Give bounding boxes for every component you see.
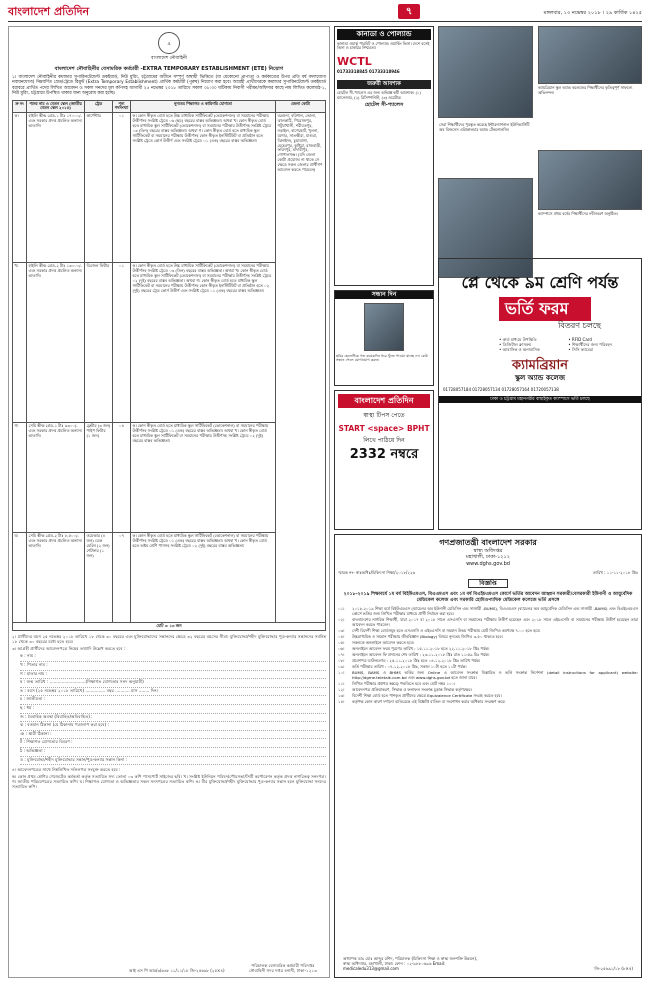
govt-signatory: অধ্যাপক ডাঃ মোঃ আব্দুর রশিদ, পরিচালক (চিকিৎসা শিক্ষা ও স্বাস্থ্য জনশক্তি উন্নয়ন), স্বাস্থ্য অধিদপ্তর, মহাখালী, ঢাকা। ফোন : ০২-৯৮৮০৬৯৬ Email: medicaledu313@gmail.com: [343, 956, 478, 971]
feature-item: • শিক্ষার্থীদের জন্য পরিবহন: [568, 342, 612, 347]
list-item: [338, 671, 638, 681]
newspaper-logo: বাংলাদেশ প্রতিদিন: [8, 5, 90, 18]
health-tips-line1: স্বাস্থ্য টিপস পেতে: [363, 412, 405, 419]
govt-date: তারিখ : ১১-১১-২০১৮ খ্রিঃ: [592, 569, 638, 575]
cell-trade: ডিজেল ফিটার: [85, 263, 113, 423]
news-caption-b: সেরা শিক্ষার্থীদের পুরস্কৃত করেছে ইন্টারন্যাশনাল ইউনিভার্সিটি অব বিজনেস এগ্রিকালচার অ্যান্ড টেকনোলজি।: [439, 122, 530, 132]
missing-text: ছবির ছেলেটিকে গত কয়েকদিন ধরে খুঁজে পাওয়া যাচ্ছে না। কেউ সন্ধান পেলে যোগাযোগ করুন।: [336, 353, 428, 362]
list-item: ঠ : অভিজ্ঞতা :: [20, 748, 326, 757]
item-text: দেশী বিদেশী শিক্ষা বোর্ডসমূহ হতে এসএসসি ও এইচএসসি বা সমমান উভয় পরীক্ষায় মোট জিপিএ কমপক্ষে ৭.০০ হতে হবে।: [352, 627, 541, 633]
list-item: ছ : ধর্ম :: [20, 705, 326, 714]
item-text: BUMS, BAMS ও BHMS ভর্তির জন্য Online এ আবেদন সংক্রান্ত বিস্তারিত ও ভর্তি সংক্রান্ত নির্দেশনা (detail instructions for applicant) website: http://dgme.teletalk.com.bd এবং www.dghs.gov.bd হতে জানা যাবে।: [352, 670, 638, 680]
list-item: জ : বৈবাহিক অবস্থা (বিবাহিত/অবিবাহিত) :: [20, 714, 326, 723]
item-number: ১০।: [338, 670, 345, 676]
canada-header: কানাডা ও পোল্যান্ড: [337, 29, 431, 40]
item-number: ১৩।: [338, 693, 345, 699]
masthead: [8, 4, 642, 22]
seal-label: বাংলাদেশ নৌবাহিনী: [151, 56, 187, 61]
item-number: ১৪।: [338, 699, 345, 705]
item-number: ০৩।: [338, 627, 345, 633]
item-number: ০৯।: [338, 663, 345, 669]
item-number: ১১।: [338, 680, 345, 686]
cell-trade: ওয়েল্ডার (৪ জন) ডেক মেরিন (২ জন) শেটফার (১ জন): [85, 533, 113, 623]
cell-vacancy: ০৭: [113, 533, 131, 623]
notice-title: বিজ্ঞপ্তি: [468, 579, 508, 589]
th-quota: জেলা কোটা: [276, 100, 326, 113]
list-item: ড : মুক্তিযোদ্ধা/শহীদ মুক্তিযোদ্ধার সন্তান/পুত্র-কন্যার সন্তান কিনা :: [20, 757, 326, 766]
dghs-notice: [334, 534, 642, 978]
item-number: ০৪।: [338, 633, 345, 639]
list-item: ঝ : বর্তমান ঠিকানা (যে ঠিকানায় পত্রালাপ করা হবে) :: [20, 722, 326, 731]
cambrian-ad: [438, 258, 642, 530]
cell-serial: খ।: [13, 263, 27, 423]
cambrian-headline: প্লে থেকে ৯ম শ্রেণি পর্যন্ত: [461, 273, 619, 292]
cell-post: সেমি স্কীল্ড গ্রেড-১ টাঃ ৯৩০০/- এবং সরকার প্রদত্ত প্রচলিত অন্যান্য ভাতাদি।: [27, 423, 85, 533]
list-item: খ : পিতার নাম :: [20, 662, 326, 671]
vacancy-table: [12, 100, 326, 632]
cambrian-distribution: বিতরণ চলছে: [558, 321, 601, 330]
cell-serial: ক।: [13, 113, 27, 263]
item-number: ০৭।: [338, 651, 345, 657]
feature-item: • সিসি ক্যামেরা: [568, 347, 594, 352]
item-number: ০৫।: [338, 639, 345, 645]
list-item: [338, 629, 638, 634]
para-documents-items: ক। কোন প্রথম শ্রেণির গেজেটেড কর্মকর্তা কর্তৃক সত্যায়িত সদ্য তোলা ০৩ কপি পাসপোর্ট সাইজের ছবি। খ। সংশ্লিষ্ট ইউনিয়ন পরিষদ/পৌরসভা/সিটি কর্পোরেশন কর্তৃক প্রদত্ত নাগরিকত্ব সনদপত্র। গ। জাতীয় পরিচয়পত্রের সত্যায়িত কপি। ঘ। শিক্ষাগত যোগ্যতা ও অভিজ্ঞতার সকল সনদপত্রের সত্যায়িত কপি। ঙ। বীর মুক্তিযোদ্ধা/শহীদ মুক্তিযোদ্ধার পুত্র-কন্যার সন্তান হলে মুক্তিযোদ্ধা সনদের সত্যায়িত কপি।: [12, 773, 326, 790]
news-caption-d: ক্যামব্রিয়ান স্কুল অ্যান্ড কলেজের শিক্ষার্থীদের কৃতিত্বপূর্ণ সাফল্যে অভিনন্দন।: [538, 85, 633, 95]
th-trade: ট্রেড: [85, 100, 113, 113]
item-number: ১২।: [338, 687, 345, 693]
canada-ad: [334, 26, 434, 286]
item-number: ০৬।: [338, 645, 345, 651]
list-item: [338, 647, 638, 652]
govt-title: গণপ্রজাতন্ত্রী বাংলাদেশ সরকার: [439, 538, 537, 547]
signatory: পরিচালক বেসামরিক কর্মচারী পরিদপ্তর নৌবাহিনী সদর দপ্তর বনানী, ঢাকা-১২১৩: [249, 962, 317, 973]
item-number: ০৮।: [338, 657, 345, 663]
missing-person-photo: [364, 303, 404, 351]
th-post: পদের নাম ও বেতন স্কেল (জাতীয় বেতন স্কেল ২০১৫): [27, 100, 85, 113]
feature-item: • আবাসিক ও অনাবাসিক: [499, 347, 540, 352]
govt-ad-ref: জি-২৫৬৯১/১৮ (৮×৫): [594, 966, 633, 971]
urgent-hotel: হোটেল সী-প্যালেস: [364, 102, 404, 109]
cell-post: হাইলি স্কীল্ড গ্রেড-১ টাঃ ১৭০০০/- এবং সরকার প্রদত্ত প্রচলিত অন্যান্য ভাতাদি।: [27, 113, 85, 263]
urgent-header: জরুরী আবশ্যক: [337, 80, 431, 89]
page-number: ৭: [398, 4, 420, 19]
ad-reference: আই এস পি আর/৩/৬৩৮ ১১/১১/১৮ জি-২৫৬৯৮ (২৫×৪): [129, 968, 225, 973]
cell-vacancy: ০১: [113, 113, 131, 263]
th-serial: ক্র নং: [13, 100, 27, 113]
cambrian-admission: ভর্তি ফরম: [499, 297, 591, 321]
table-row: [13, 113, 326, 263]
cambrian-sub: স্কুল অ্যান্ড কলেজ: [514, 374, 566, 383]
right-column: [334, 26, 642, 978]
feature-item: • ডিজিটাল ক্লাসরুম: [499, 342, 532, 347]
item-number: ০২।: [338, 616, 345, 622]
item-text: বিদেশী শিক্ষা বোর্ড হতে পাশকৃত প্রার্থীদের ক্ষেত্রে Equivalence Certificate সংগ্রহ করতে হবে।: [352, 693, 502, 699]
item-text: সকলকে অনলাইনে আবেদন করতে হবে।: [352, 639, 415, 645]
item-text: উচ্চমাধ্যমিক ও সমমান পরীক্ষায় জীববিজ্ঞান (Biology) বিষয়ে নূন্যতম জিপিএ ৩.৫০ থাকতে হবে।: [352, 633, 503, 639]
cell-quota: বরগুনা, বরিশাল, ভোলা, ঝালকাঠি, পিরোজপুর, পটুয়াখালী, শরীয়তপুর, নড়াইল, বাগেরহাট, খুলনা, যশোর, সাতক্ষীরা, মাগুরা, ঝিনাইদহ, চুয়াডাঙ্গা, মেহেরপুর, কুষ্টিয়া, রাজবাড়ী, ফরিদপুর, মাদারীপুর, গোপালগঞ্জ। (যদি জেলা কোটা প্রযোজ্য না থাকে সে ক্ষেত্রে সকল জেলার প্রার্থীগণ আবেদন করতে পারবেন): [276, 113, 326, 623]
cell-qualification: ক। কোন স্বীকৃত বোর্ড হতে মাধ্যমিক স্কুল সার্টিফিকেট (ভোকেশনাল) বা সমমানের পরীক্ষায় উত্তীর্ণসহ সংশ্লিষ্ট ট্রেডে ০১ (এক) বছরের বাস্তব অভিজ্ঞতা। অথবা খ। কোন স্বীকৃত বোর্ড হতে মাধ্যমিক স্কুল সার্টিফিকেট বা সমমানের পরীক্ষায় উত্তীর্ণসহ সংশ্লিষ্ট ট্রেডে ০২ (দুই) বছরের বাস্তব অভিজ্ঞতা।: [131, 423, 276, 533]
item-text: বাংলাদেশের নাগরিক শিক্ষার্থী, যারা ২০১৭ বা ২০১৮ সালে এসএসসি বা সমমানের পরীক্ষায় উত্তীর্ণ হয়েছেন এবং ২০১৮ সালে এইচএসসি বা সমমানের পরীক্ষায় উত্তীর্ণ হয়েছেন তারা আবেদন করতে পারবেন।: [352, 616, 638, 627]
navy-seal-icon: ⚓: [158, 32, 180, 54]
feature-item: • কার্ড মাধ্যমে উপস্থিতি: [499, 337, 537, 342]
list-item: ক : নাম :: [20, 653, 326, 662]
item-text: আবেদনপত্র প্রক্রিয়াকরণ, সিদ্ধান্ত ও ফলাফল সংক্রান্ত চূড়ান্ত সিদ্ধান্ত কর্তৃপক্ষের।: [352, 687, 472, 693]
navy-recruitment-ad: [8, 26, 330, 978]
list-item: চ : জাতীয়তা :: [20, 696, 326, 705]
th-qualification: নূন্যতম শিক্ষাগত ও কারিগরি যোগ্যতা: [131, 100, 276, 113]
list-item: ঞ : স্থায়ী ঠিকানা :: [20, 731, 326, 740]
cambrian-name: ক্যামব্রিয়ান: [511, 358, 568, 373]
health-tips-number: 2332 নম্বরে: [349, 447, 419, 463]
health-tips-line3: লিখে পাঠিয়ে দিন: [363, 436, 405, 444]
canada-body: কানাডা ওয়ার্ক পারমিট ও পোল্যান্ড ওয়ার্কিং ভিসা। দেশে বসেই ভিসা ও চাকরির নিশ্চয়তা।: [337, 40, 430, 51]
instructions: [12, 634, 326, 789]
item-number: ০১।: [338, 605, 345, 611]
list-item: গ : মাতার নাম :: [20, 671, 326, 680]
pratidin-logo: বাংলাদেশ প্রতিদিন: [338, 394, 430, 408]
list-item: [338, 618, 638, 628]
list-item: [338, 607, 638, 617]
cell-trade: কার্পেন্টার: [85, 113, 113, 263]
list-item: ঙ : বয়স (২৫ নভেম্বর ২০১৮ তারিখে) ............... বছর ........... মাস ........ দিন।: [20, 688, 326, 697]
para-age: ২। প্রার্থীদের বয়স ২৫ নভেম্বর ২০১৮ তারিখে ১৮ থেকে ৩০ বছরের এবং মুক্তিযোদ্ধাদের সন্তানদের ক্ষেত্রে ৩২ বছরের বয়সের সীমা। মুক্তিযোদ্ধা/শহীদ মুক্তিযোদ্ধার পুত্র-কন্যার সন্তানদের সর্বনিম্ন ১৮ থেকে ৩০ বছরের মধ্যে হতে হবে।: [12, 634, 326, 645]
cell-serial: গ।: [13, 423, 27, 533]
list-item: [338, 635, 638, 640]
item-text: প্রবেশপত্র ডাউনলোড : ২৫-১১-২০১৮ খ্রিঃ হতে ০৪-১২-২০১৮ খ্রিঃ তারিখ পর্যন্ত।: [352, 657, 481, 663]
item-text: অনলাইনে আবেদন ফরম পূরণের তারিখ : ১৫-১১-২০১৮ হতে ২২-১১-২০১৮ খ্রিঃ পর্যন্ত।: [352, 645, 490, 651]
missing-person-ad: [334, 290, 434, 386]
ad-title: বাংলাদেশ নৌবাহিনীর বেসামরিক কর্মচারী -EXTRA TEMPORARY ESTABLISHMENT (ETE) নিয়োগ: [54, 65, 284, 72]
missing-header: সন্ধান দিন: [335, 291, 433, 299]
cell-serial: ঘ।: [13, 533, 27, 623]
cell-post: হাইলি স্কীল্ড গ্রেড-২ টাঃ ১৩০০০/- এবং সরকার প্রদত্ত প্রচলিত অন্যান্য ভাতাদি।: [27, 263, 85, 423]
urgent-body: হোটেল সী-প্যালেস এর জন্য অভিজ্ঞ কর্মী আবশ্যক। (১) ম্যানেজার, (২) রিসিপশনিস্ট, (৩) ওয়েটার।: [337, 89, 421, 100]
ad-intro: ১। বাংলাদেশ নৌবাহিনীর কমান্ডার সুপারিনটেন্ডেন্ট ডকইয়ার্ড, নিউ মুরিং, চট্টগ্রামের অধীনে সম্পূর্ণ অস্থায়ী ভিত্তিতে (যা যেকোনো প্রাপ্যতা ও কর্মকাণ্ডের উপর প্রতি বর্ষ বদলযোগ্য নবায়নযোগ্য) নিম্নবর্ণিত গ্রেড/ট্রেডে রিক্রুট (Extra Temporary Establishment) প্রার্থিক কর্মচারী (পুরুষ) নিয়োগ করা হবে। আগ্রহী প্রার্থীদেরকে কমান্ডার সুপারিনটেন্ডেন্ট ডকইয়ার্ড বরাবরে প্রার্থিত পদের লিখিত আবেদন ও সকল সনদের মূল কপিসহ আগামী ২৫ নভেম্বর ২০১৮ তারিখে সকাল ০৮:৩০ ঘটিকায় নিবাসী পরীক্ষা/অফিসার কাছে নাম লিখিত কলেমাঠ-১, নিউ মুরিং, চট্টগ্রামে উপস্থিত থাকার জন্য অনুরোধ করা হচ্ছে।: [12, 75, 326, 97]
list-item: [338, 700, 638, 705]
govt-ref: স্মারক নং- স্বাঃঅধিঃ/চিকিৎসা শিক্ষা/২০১৮/২২৬: [338, 569, 416, 575]
th-vacancy: শূন্য পদসংখ্যা: [113, 100, 131, 113]
cell-trade: ফ্লেটার (৩ জন) পাইপ ফিটার (১ জন): [85, 423, 113, 533]
cell-qualification: ক। কোন স্বীকৃত বোর্ড হতে মাধ্যমিক স্কুল সার্টিফিকেট (ভোকেশনাল) বা সমমানের পরীক্ষায় উত্তীর্ণসহ সংশ্লিষ্ট ট্রেডে ০১ (এক) বছরের বাস্তব অভিজ্ঞতা। অথবা খ। কোন স্বীকৃত বোর্ড হতে অষ্টম শ্রেণি পাসসহ সংশ্লিষ্ট ট্রেডে ০২ (দুই) বছরের বাস্তব অভিজ্ঞতা।: [131, 533, 276, 623]
feature-item: • RFID Card: [568, 337, 592, 342]
item-text: কর্তৃপক্ষ কোন কারণ দর্শানো ব্যতিরেকে এই বিজ্ঞপ্তি বাতিল বা সংশোধন করার অধিকার সংরক্ষণ করে।: [352, 699, 506, 705]
item-text: লিখিত পরীক্ষার প্রশ্নপত্র MCQ পদ্ধতিতে হবে এবং মোট নম্বর ১০০।: [352, 680, 456, 686]
cambrian-features: [499, 337, 637, 352]
item-text: অনলাইনে আবেদন ফি প্রদানের শেষ তারিখ : ২৩-১১-২০১৮ খ্রিঃ রাত ১১:৫৯ মিঃ পর্যন্ত।: [352, 651, 490, 657]
notice-lead: ২০১৮-২০১৯ শিক্ষাবর্ষে ১ম বর্ষ বিইউএমএস, বিএএমএস এবং ১ম বর্ষ বিএইচএমএস কোর্সে ভর্তির আবেদন আহ্বান সরকারী/বেসরকারী ইউনানী ও আয়ুর্বেদিক মেডিকেল কলেজ এবং সরকারি হোমিওপ্যাথিক মেডিকেল কলেজে ভর্তি প্রসঙ্গে: [343, 592, 633, 603]
news-photo-d: [538, 26, 642, 84]
item-text: ২০১৮-২০১৯ শিক্ষা বর্ষে বিইউএমএস (ব্যাচেলর অব ইউনানী মেডিসিন এন্ড সার্জারী -BUMS), বিএএমএস (ব্যাচেলর অব আয়ুর্বেদিক মেডিসিন এন্ড সার্জারী -BAMS) এবং বিএইচএমএস কোর্সে ভর্তির জন্য লিখিত পরীক্ষার মাধ্যমে প্রার্থী নির্বাচন করা হবে।: [352, 605, 638, 616]
cell-qualification: ক। কোন স্বীকৃত বোর্ড হতে উচ্চ মাধ্যমিক সার্টিফিকেট (ভোকেশনাল) বা সমমানের পরীক্ষায় উত্তীর্ণসহ সংশ্লিষ্ট ট্রেডে ০৩ (তিন) বছরের বাস্তব অভিজ্ঞতা। অথবা খ। কোন স্বীকৃত বোর্ড হতে মাধ্যমিক স্কুল সার্টিফিকেট (ভোকেশনাল) বা সমমানের পরীক্ষায় উত্তীর্ণসহ সংশ্লিষ্ট ট্রেডে ০২ (দুই) বছরের বাস্তব অভিজ্ঞতা। অথবা গ। কোন স্বীকৃত বোর্ড হতে মাধ্যমিক স্কুল সার্টিফিকেট বা সমমানের পরীক্ষায় উত্তীর্ণসহ কোন স্বীকৃত ইনস্টিটিউট বা প্রতিষ্ঠান হতে ০২ (দুই) বছরের ট্রেড কোর্স উত্তীর্ণ এবং সংশ্লিষ্ট ট্রেডে ০১ (এক) বছরের বাস্তব অভিজ্ঞতা।: [131, 263, 276, 423]
canada-phones: 01733318845 01733318946: [337, 68, 400, 74]
wctl-logo: WCTL: [337, 55, 372, 69]
news-photo-a: [438, 26, 533, 118]
item-text: ভর্তি পরীক্ষার তারিখ : ০৭-১২-২০১৮ খ্রিঃ, সকাল ১০টা হতে ১১টা পর্যন্ত।: [352, 663, 467, 669]
cambrian-bar: ঢাকা ও চট্টগ্রাম মহানগরীর বাছাইকৃত ক্যাম্পাসে ভর্তি চলছে: [439, 396, 641, 403]
issue-date: মঙ্গলবার, ১৩ নভেম্বর ২০১৮ । ২৯ কার্তিক ১৪২৫: [543, 10, 642, 16]
cell-qualification: ক। কোন স্বীকৃত বোর্ড হতে উচ্চ মাধ্যমিক সার্টিফিকেট (ভোকেশনাল) বা সমমানের পরীক্ষায় উত্তীর্ণসহ সংশ্লিষ্ট ট্রেডে ০৬ (ছয়) বছরের বাস্তব অভিজ্ঞতা। অথবা খ। কোন স্বীকৃত বোর্ড হতে মাধ্যমিক স্কুল সার্টিফিকেট (ভোকেশনাল) বা সমমানের পরীক্ষায় উত্তীর্ণসহ সংশ্লিষ্ট ট্রেডে ০৩ (তিন) বছরের বাস্তব অভিজ্ঞতা। অথবা গ। কোন স্বীকৃত বোর্ড হতে মাধ্যমিক স্কুল সার্টিফিকেট বা সমমানের পরীক্ষায় উত্তীর্ণসহ কোন স্বীকৃত ইনস্টিটিউট বা প্রতিষ্ঠান হতে সংশ্লিষ্ট ট্রেডে কোর্স উত্তীর্ণ এবং সংশ্লিষ্ট ট্রেডে ০১ (এক) বছরের বাস্তব অভিজ্ঞতা।: [131, 113, 276, 263]
list-item: ট : শিক্ষাগত যোগ্যতার বিবরণ :: [20, 739, 326, 748]
list-item: ঘ : জন্ম তারিখ : ...........................(শিক্ষাগত যোগ্যতার সনদ অনুযায়ী): [20, 679, 326, 688]
cell-vacancy: ০১: [113, 263, 131, 423]
health-tips-ad: [334, 390, 434, 530]
notice-items: [338, 607, 638, 705]
news-caption-e: ক্যাম্পাসে প্রথম বর্ষের শিক্ষার্থীদের নবীনবরণ অনুষ্ঠিত।: [538, 211, 618, 216]
health-tips-keyword: START <space> BPHT: [338, 423, 430, 433]
para-fields: ৩। আগ্রহী প্রার্থীদের আবেদনপত্রে নিম্নের তথ্যাদি উল্লেখ করতে হবে :: [12, 646, 126, 652]
news-photo-e: [538, 150, 642, 210]
list-item: [338, 653, 638, 658]
cell-vacancy: ০৪: [113, 423, 131, 533]
govt-ref-row: [338, 570, 638, 575]
cambrian-phones: 01728057184 01728057134 01728057164 01720057138: [443, 387, 559, 392]
govt-address: মহাখালী, ঢাকা-১২১২: [466, 554, 510, 561]
para-documents: ৪। আবেদনপত্রের সাথে নিম্নলিখিত দলিলপত্র সংযুক্ত করতে হবে :: [12, 767, 121, 773]
total-cell: মোট = ১৩ জন: [13, 623, 326, 631]
govt-dept: স্বাস্থ্য অধিদপ্তর: [473, 548, 503, 554]
govt-website: www.dghs.gov.bd: [466, 560, 510, 567]
list-item: [338, 641, 638, 646]
cell-post: সেমি স্কীল্ড গ্রেড-২ টাঃ ৮,৫০০/- এবং সরকার প্রদত্ত প্রচলিত অন্যান্য ভাতাদি।: [27, 533, 85, 623]
field-list: [20, 653, 326, 765]
total-row: [13, 623, 326, 631]
